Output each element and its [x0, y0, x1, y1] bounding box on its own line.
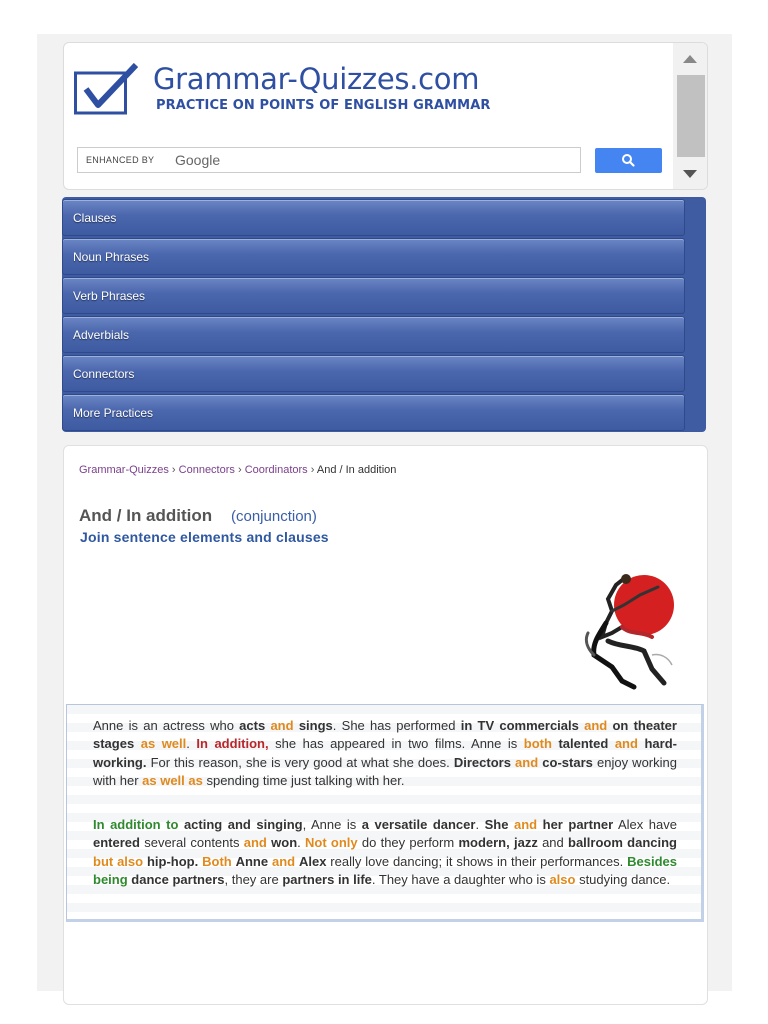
passage-text: Alex have: [613, 817, 677, 832]
passage-bold-phrase: Anne: [235, 853, 269, 869]
passage-text: For this reason, she is very good at what she does.: [146, 754, 454, 770]
breadcrumb: [79, 464, 396, 476]
passage-text: Anne is an actress who: [93, 718, 240, 733]
nav-item-verb-phrases[interactable]: [62, 277, 685, 314]
passage-bold-phrase: hard-working.: [93, 736, 677, 770]
example-paragraph-1: [93, 717, 677, 790]
passage-bold-phrase: on theater stages: [93, 718, 677, 752]
connector-word: and: [513, 817, 538, 832]
passage-text: , they are: [224, 871, 283, 887]
search-button[interactable]: [595, 148, 662, 173]
breadcrumb-separator: ›: [171, 464, 176, 476]
passage-bold-phrase: modern, jazz: [458, 835, 538, 851]
passage-bold-phrase: acting and singing: [183, 817, 303, 832]
passage-bold-phrase: talented: [558, 736, 609, 752]
connector-word: as well: [140, 736, 187, 752]
nav-item-label: Adverbials: [73, 328, 130, 342]
scroll-down-arrow-icon[interactable]: [683, 170, 697, 178]
passage-text: studying dance.: [575, 871, 671, 887]
main-content: [63, 445, 708, 1005]
passage-bold-phrase: entered: [93, 835, 140, 851]
breadcrumb-separator: ›: [310, 464, 315, 476]
example-passage: [66, 704, 704, 922]
breadcrumb-link-coordinators[interactable]: Coordinators: [244, 464, 308, 476]
passage-text: .: [186, 736, 197, 752]
passage-text: do they perform: [357, 835, 459, 851]
connector-word: Not only: [305, 835, 358, 851]
connector-word: and: [270, 718, 294, 733]
connector-word: and: [271, 853, 296, 869]
passage-bold-phrase: partners in life: [282, 871, 372, 887]
passage-text: . She has performed: [332, 718, 461, 733]
nav-item-label: Clauses: [73, 211, 117, 225]
nav-item-label: More Practices: [73, 406, 154, 420]
connector-word: both: [523, 736, 552, 752]
passage-bold-phrase: dance partners: [131, 871, 225, 887]
scrollbar-thumb[interactable]: [677, 75, 705, 157]
connector-word: In addition,: [196, 736, 269, 752]
site-tagline: PRACTICE ON POINTS OF ENGLISH GRAMMAR: [156, 98, 491, 113]
checkmark-logo-icon[interactable]: [74, 63, 138, 115]
passage-text: and: [537, 835, 569, 851]
connector-word: and: [584, 718, 608, 733]
search-icon: [595, 148, 662, 173]
passage-text: enjoy working with her: [93, 754, 677, 788]
connector-word: and: [243, 835, 267, 851]
connector-word: but also: [93, 853, 144, 869]
main-nav: [62, 197, 706, 432]
breadcrumb-separator: ›: [237, 464, 242, 476]
example-paragraph-2: [93, 816, 677, 889]
nav-item-noun-phrases[interactable]: [62, 238, 685, 275]
search-input[interactable]: [77, 147, 581, 173]
passage-text: several contents: [139, 835, 244, 851]
passage-bold-phrase: in TV commercials: [460, 718, 579, 733]
passage-text: , Anne is: [302, 817, 362, 832]
passage-bold-phrase: Alex: [298, 853, 327, 869]
nav-item-adverbials[interactable]: [62, 316, 685, 353]
connector-word: Both: [202, 853, 232, 869]
header-scrollbar[interactable]: [673, 43, 707, 190]
nav-item-clauses[interactable]: [62, 199, 685, 236]
nav-item-label: Connectors: [73, 367, 135, 381]
dancing-couple-image: [582, 571, 678, 691]
passage-text: .: [297, 835, 305, 851]
connector-word: In addition to: [93, 817, 179, 832]
passage-text: spending time just talking with her.: [202, 772, 405, 788]
connector-word: and: [515, 754, 539, 770]
page-subtitle: Join sentence elements and clauses: [80, 529, 329, 545]
nav-item-more-practices[interactable]: [62, 394, 685, 431]
passage-bold-phrase: sings: [298, 718, 333, 733]
site-name[interactable]: Grammar-Quizzes.com: [153, 62, 480, 96]
passage-bold-phrase: ballroom dancing: [568, 835, 677, 851]
search-google-label: Google: [175, 152, 221, 168]
connector-word: also: [549, 871, 576, 887]
nav-item-connectors[interactable]: [62, 355, 685, 392]
connector-word: and: [614, 736, 638, 752]
connector-word: as well as: [142, 772, 203, 788]
nav-item-label: Verb Phrases: [73, 289, 146, 303]
connector-word: Besides being: [93, 853, 677, 887]
part-of-speech-label: (conjunction): [231, 508, 317, 525]
passage-bold-phrase: She: [484, 817, 509, 832]
passage-bold-phrase: hip-hop.: [146, 853, 199, 869]
page-title: And / In addition: [79, 506, 213, 525]
breadcrumb-link-connectors[interactable]: Connectors: [178, 464, 235, 476]
scroll-up-arrow-icon[interactable]: [683, 55, 697, 63]
passage-bold-phrase: won: [271, 835, 298, 851]
passage-bold-phrase: a versatile dancer: [361, 817, 476, 832]
passage-bold-phrase: co-stars: [542, 754, 593, 770]
passage-text: she has appeared in two films. Anne is: [268, 736, 524, 752]
nav-item-label: Noun Phrases: [73, 250, 150, 264]
passage-text: .: [475, 817, 485, 832]
breadcrumb-current: And / In addition: [316, 464, 397, 476]
passage-text: really love dancing; it shows in their performances.: [326, 853, 628, 869]
search-enhanced-label: ENHANCED BY: [86, 155, 155, 165]
passage-bold-phrase: acts: [239, 718, 266, 733]
passage-text: . They have a daughter who is: [371, 871, 550, 887]
passage-bold-phrase: Directors: [453, 754, 511, 770]
breadcrumb-link-home[interactable]: Grammar-Quizzes: [79, 464, 169, 476]
site-header: [63, 42, 708, 190]
passage-bold-phrase: her partner: [542, 817, 614, 832]
